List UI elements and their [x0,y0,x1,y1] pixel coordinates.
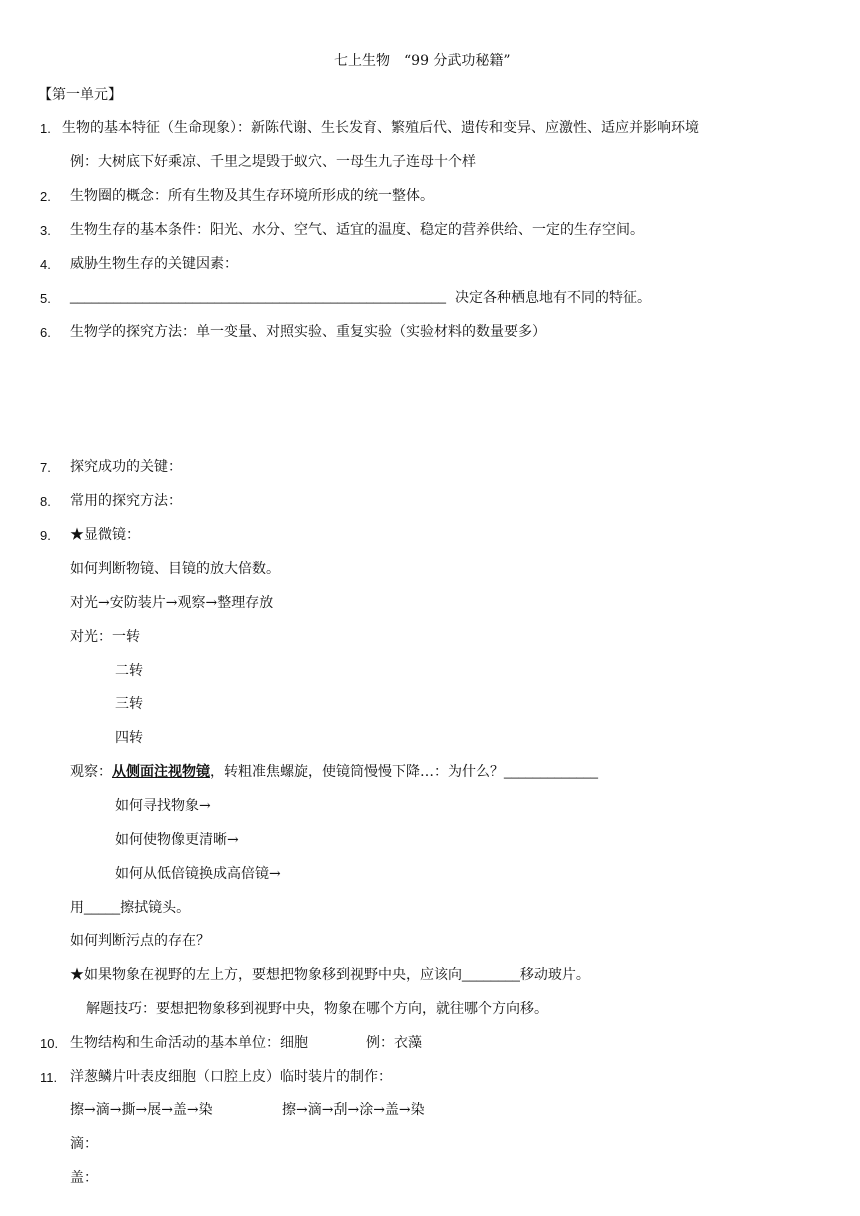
observe-prefix: 观察： [70,764,112,780]
item-number-6: 6. [40,325,51,340]
lens-cleaning-prefix: 用 [70,900,84,916]
item-number-4: 4. [40,257,51,272]
fill-in-blank-5[interactable]: ____________________________________________________ [70,289,446,304]
item-10-example: 例：衣藻 [366,1035,422,1051]
item-number-9: 9. [40,528,51,543]
item-text-6: 生物学的探究方法：单一变量、对照实验、重复实验（实验材料的数量要多） [70,324,546,340]
find-image-question: 如何寻找物象→ [115,798,211,814]
cheek-slide-steps: 擦→滴→刮→涂→盖→染 [282,1102,425,1118]
item-number-5: 5. [40,291,51,306]
switch-objective-question: 如何从低倍镜换成高倍镜→ [115,866,281,882]
item-number-2: 2. [40,189,51,204]
lens-cleaning-line [70,899,190,917]
clear-image-question: 如何使物像更清晰→ [115,832,239,848]
item-number-11: 11. [40,1070,58,1085]
solving-tip: 解题技巧：要想把物象移到视野中央，物象在哪个方向，就往哪个方向移。 [86,1001,548,1017]
observe-emphasis: 从侧面注视物镜 [112,764,210,780]
light-adjust-step-4: 四转 [115,730,143,746]
microscope-steps: 对光→安防装片→观察→整理存放 [70,595,274,611]
light-adjust-step-3: 三转 [115,696,143,712]
item-number-1: 1. [40,121,51,136]
item-number-10: 10. [40,1036,59,1051]
item-text-5: 决定各种栖息地有不同的特征。 [455,290,651,306]
microscope-magnification: 如何判断物镜、目镜的放大倍数。 [70,561,280,577]
fill-in-blank-why[interactable]: _____________ [504,764,598,779]
item-number-8: 8. [40,494,51,509]
fill-in-blank-lens[interactable]: _____ [84,900,121,915]
fill-in-blank-direction[interactable]: ________ [462,967,520,982]
observe-line [70,763,598,781]
item-text-10: 生物结构和生命活动的基本单位：细胞 [70,1035,308,1051]
item-1-example: 例：大树底下好乘凉、千里之堤毁于蚁穴、一母生九子连母十个样 [70,154,476,170]
lens-cleaning-suffix: 擦拭镜头。 [120,900,191,916]
unit-header: 【第一单元】 [38,87,122,103]
light-adjust-step-1: 对光：一转 [70,629,140,645]
cover-step-label: 盖： [70,1170,98,1186]
light-adjust-step-2: 二转 [115,663,143,679]
stain-question: 如何判断污点的存在？ [70,933,210,949]
drop-step-label: 滴： [70,1136,98,1152]
item-text-2: 生物圈的概念：所有生物及其生存环境所形成的统一整体。 [70,188,434,204]
item-text-7: 探究成功的关键： [70,459,182,475]
item-text-11: 洋葱鳞片叶表皮细胞（口腔上皮）临时装片的制作： [70,1069,392,1085]
page-title: 七上生物 “99 分武功秘籍” [334,53,511,69]
item-text-3: 生物生存的基本条件：阳光、水分、空气、适宜的温度、稳定的营养供给、一定的生存空间。 [70,222,644,238]
onion-slide-steps: 擦→滴→撕→展→盖→染 [70,1102,213,1118]
move-slide-line [70,966,590,984]
move-slide-suffix: 移动玻片。 [519,967,590,983]
item-number-3: 3. [40,223,51,238]
item-text-4: 威胁生物生存的关键因素： [70,256,238,272]
item-number-7: 7. [40,460,51,475]
item-text-1: 生物的基本特征（生命现象）：新陈代谢、生长发育、繁殖后代、遗传和变异、应激性、适应并影响环境 [62,120,699,136]
move-slide-prefix: ★如果物象在视野的左上方，要想把物象移到视野中央，应该向 [70,967,462,983]
observe-question: ，转粗准焦螺旋，使镜筒慢慢下降…：为什么？ [210,764,504,780]
item-text-9: ★显微镜： [70,527,140,543]
item-text-8: 常用的探究方法： [70,493,182,509]
